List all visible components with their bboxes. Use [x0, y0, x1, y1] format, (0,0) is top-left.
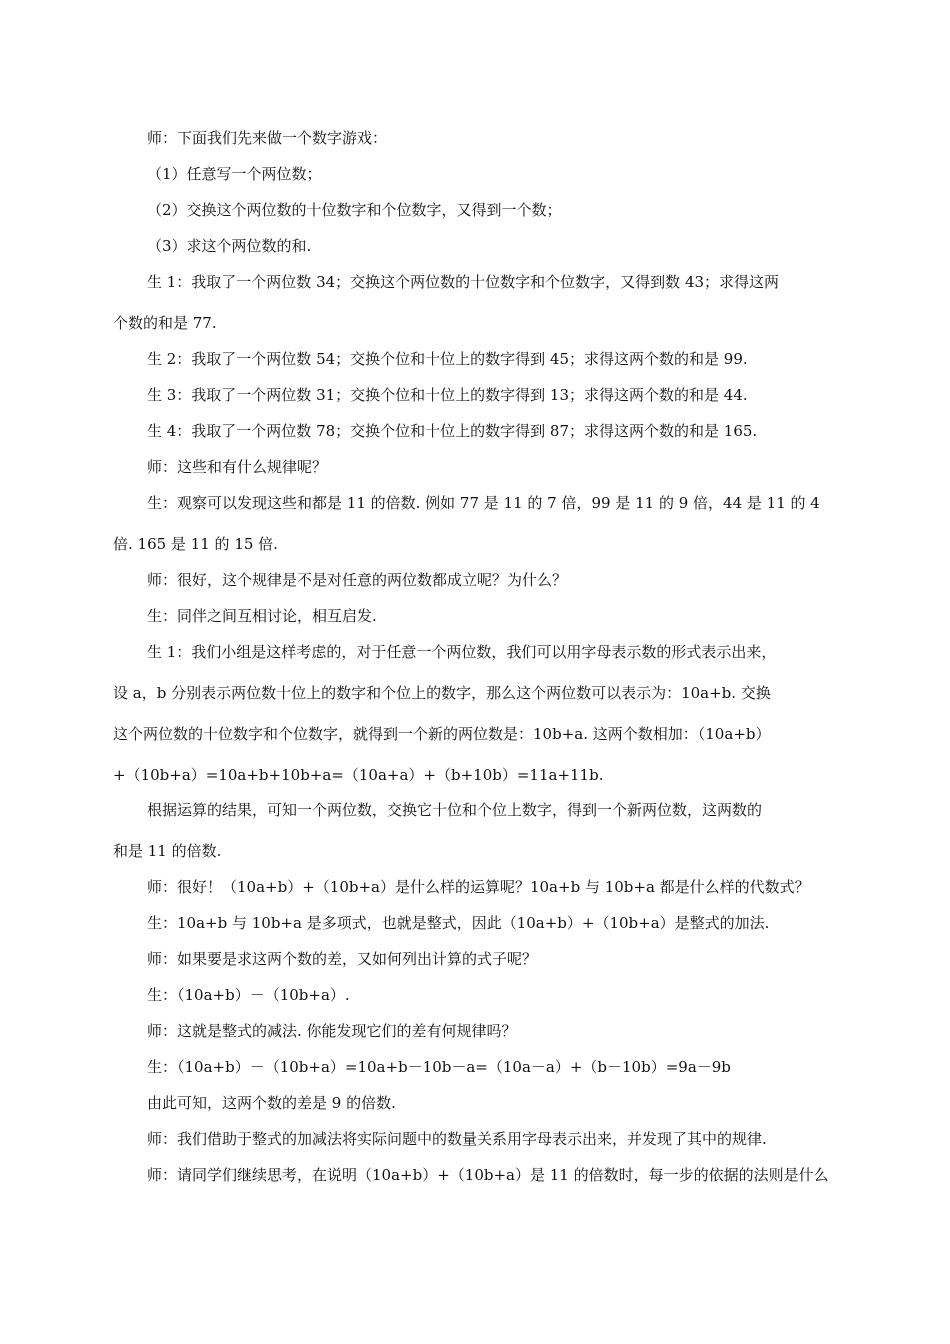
text-line: 生 1：我取了一个两位数 34；交换这个两位数的十位数字和个位数字，又得到数 43；求得这两	[147, 273, 780, 291]
text-line: +（10b+a）=10a+b+10b+a=（10a+a）+（b+10b）=11a+11b.	[113, 766, 604, 784]
text-line: 师：如果要是求这两个数的差，又如何列出计算的式子呢？	[147, 950, 538, 968]
text-line: （2）交换这个两位数的十位数字和个位数字，又得到一个数；	[147, 201, 562, 219]
text-line: 生 2：我取了一个两位数 54；交换个位和十位上的数字得到 45；求得这两个数的和是 99.	[147, 350, 748, 368]
text-line: 生 4：我取了一个两位数 78；交换个位和十位上的数字得到 87；求得这两个数的和是 165.	[147, 422, 758, 440]
text-line: 根据运算的结果，可知一个两位数，交换它十位和个位上数字，得到一个新两位数，这两数的	[147, 801, 763, 819]
text-line: 生：（10a+b）－（10b+a）=10a+b－10b－a=（10a－a）+（b－10b）=9a－9b	[147, 1058, 731, 1076]
text-line: 师：这就是整式的减法. 你能发现它们的差有何规律吗？	[147, 1022, 517, 1040]
text-line: 师：这些和有什么规律呢？	[147, 458, 328, 476]
text-line: 生：（10a+b）－（10b+a）.	[147, 986, 350, 1004]
text-line: 生：同伴之间互相讨论，相互启发.	[147, 607, 377, 625]
text-line: 师：很好，这个规律是不是对任意的两位数都成立呢？为什么？	[147, 571, 568, 589]
text-line: 由此可知，这两个数的差是 9 的倍数.	[147, 1094, 396, 1112]
text-line: 师：我们借助于整式的加减法将实际问题中的数量关系用字母表示出来，并发现了其中的规律.	[147, 1130, 767, 1148]
text-line: 师：很好！（10a+b）+（10b+a）是什么样的运算呢？10a+b 与 10b+a 都是什么样的代数式？	[147, 878, 810, 896]
text-line: 设 a，b 分别表示两位数十位上的数字和个位上的数字，那么这个两位数可以表示为：10a+b. 交换	[113, 684, 771, 702]
text-line: 生：10a+b 与 10b+a 是多项式，也就是整式，因此（10a+b）+（10b+a）是整式的加法.	[147, 914, 770, 932]
text-line: （3）求这个两位数的和.	[147, 237, 312, 255]
text-line: 师：下面我们先来做一个数字游戏：	[147, 129, 388, 147]
text-line: 师：请同学们继续思考，在说明（10a+b）+（10b+a）是 11 的倍数时，每一步的依据的法则是什么	[147, 1166, 829, 1184]
text-line: （1）任意写一个两位数；	[147, 165, 322, 183]
text-line: 个数的和是 77.	[113, 314, 217, 332]
text-line: 这个两位数的十位数字和个位数字，就得到一个新的两位数是：10b+a. 这两个数相加：（10a+b）	[113, 725, 771, 743]
text-line: 生 1：我们小组是这样考虑的，对于任意一个两位数，我们可以用字母表示数的形式表示出来，	[147, 643, 777, 661]
text-line: 生：观察可以发现这些和都是 11 的倍数. 例如 77 是 11 的 7 倍，99 是 11 的 9 倍，44 是 11 的 4	[147, 494, 820, 512]
text-line: 倍. 165 是 11 的 15 倍.	[113, 535, 278, 553]
text-line: 和是 11 的倍数.	[113, 842, 222, 860]
text-line: 生 3：我取了一个两位数 31；交换个位和十位上的数字得到 13；求得这两个数的和是 44.	[147, 386, 748, 404]
